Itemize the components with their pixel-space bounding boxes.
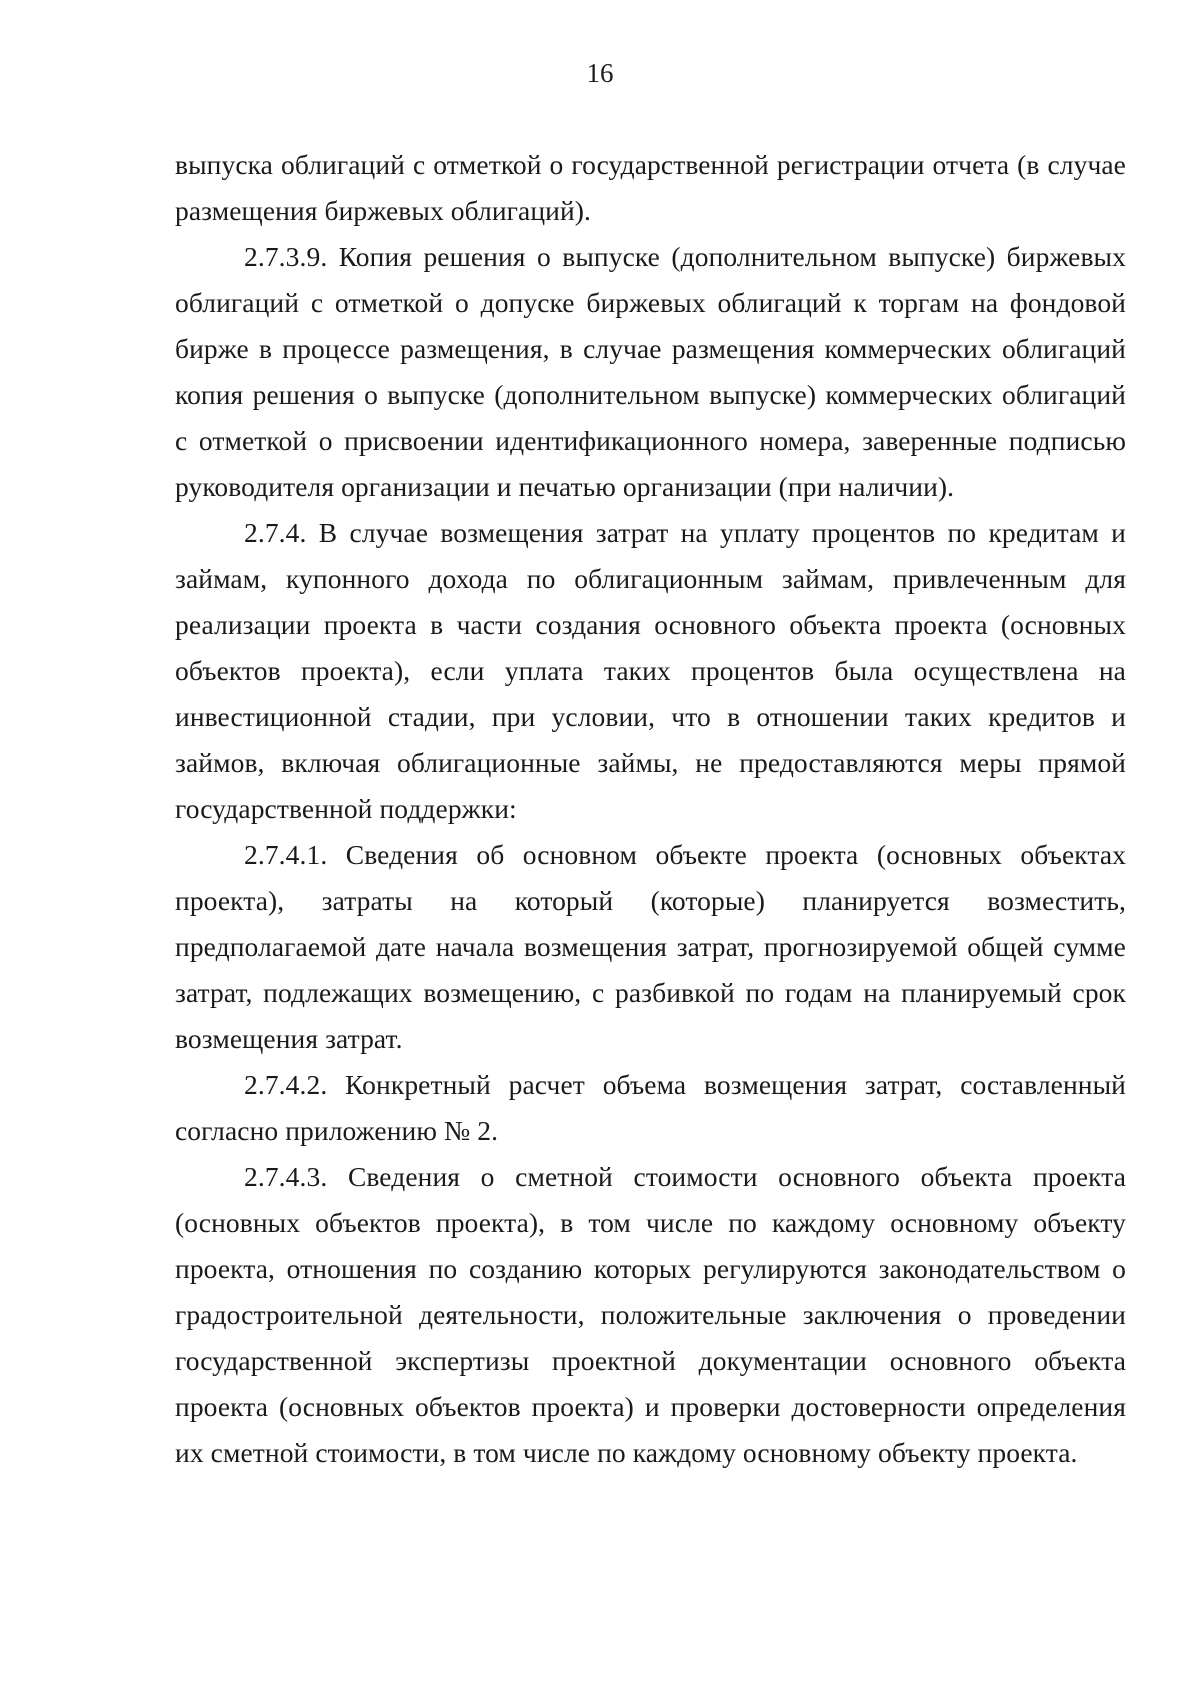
paragraph-2-7-4-2: 2.7.4.2. Конкретный расчет объема возмещения затрат, составленный согласно приложению № 2. [175, 1069, 1126, 1146]
paragraph-continuation: выпуска облигаций с отметкой о государственной регистрации отчета (в случае размещения биржевых облигаций). [175, 149, 1126, 226]
page-number: 16 [586, 58, 614, 88]
paragraph-2-7-4-3: 2.7.4.3. Сведения о сметной стоимости основного объекта проекта (основных объектов проекта), в том числе по каждому основному объекту проекта, отношения по созданию которых регулируются законодательством о градостроительной деятельности, положительные заключения о проведении государственной экспертизы проектной документации основного объекта проекта (основных объектов проекта) и проверки достоверности определения их сметной стоимости, в том числе по каждому основному объекту проекта. [175, 1161, 1126, 1468]
paragraph-2-7-3-9: 2.7.3.9. Копия решения о выпуске (дополнительном выпуске) биржевых облигаций с отметкой о допуске биржевых облигаций к торгам на фондовой бирже в процессе размещения, в случае размещения коммерческих облигаций копия решения о выпуске (дополнительном выпуске) коммерческих облигаций с отметкой о присвоении идентификационного номера, заверенные подписью руководителя организации и печатью организации (при наличии). [175, 241, 1126, 502]
paragraph-2-7-4: 2.7.4. В случае возмещения затрат на уплату процентов по кредитам и займам, купонного дохода по облигационным займам, привлеченным для реализации проекта в части создания основного объекта проекта (основных объектов проекта), если уплата таких процентов была осуществлена на инвестиционной стадии, при условии, что в отношении таких кредитов и займов, включая облигационные займы, не предоставляются меры прямой государственной поддержки: [175, 517, 1126, 824]
paragraph-2-7-4-1: 2.7.4.1. Сведения об основном объекте проекта (основных объектах проекта), затраты на который (которые) планируется возместить, предполагаемой дате начала возмещения затрат, прогнозируемой общей сумме затрат, подлежащих возмещению, с разбивкой по годам на планируемый срок возмещения затрат. [175, 839, 1126, 1054]
document-body [175, 142, 1126, 1476]
